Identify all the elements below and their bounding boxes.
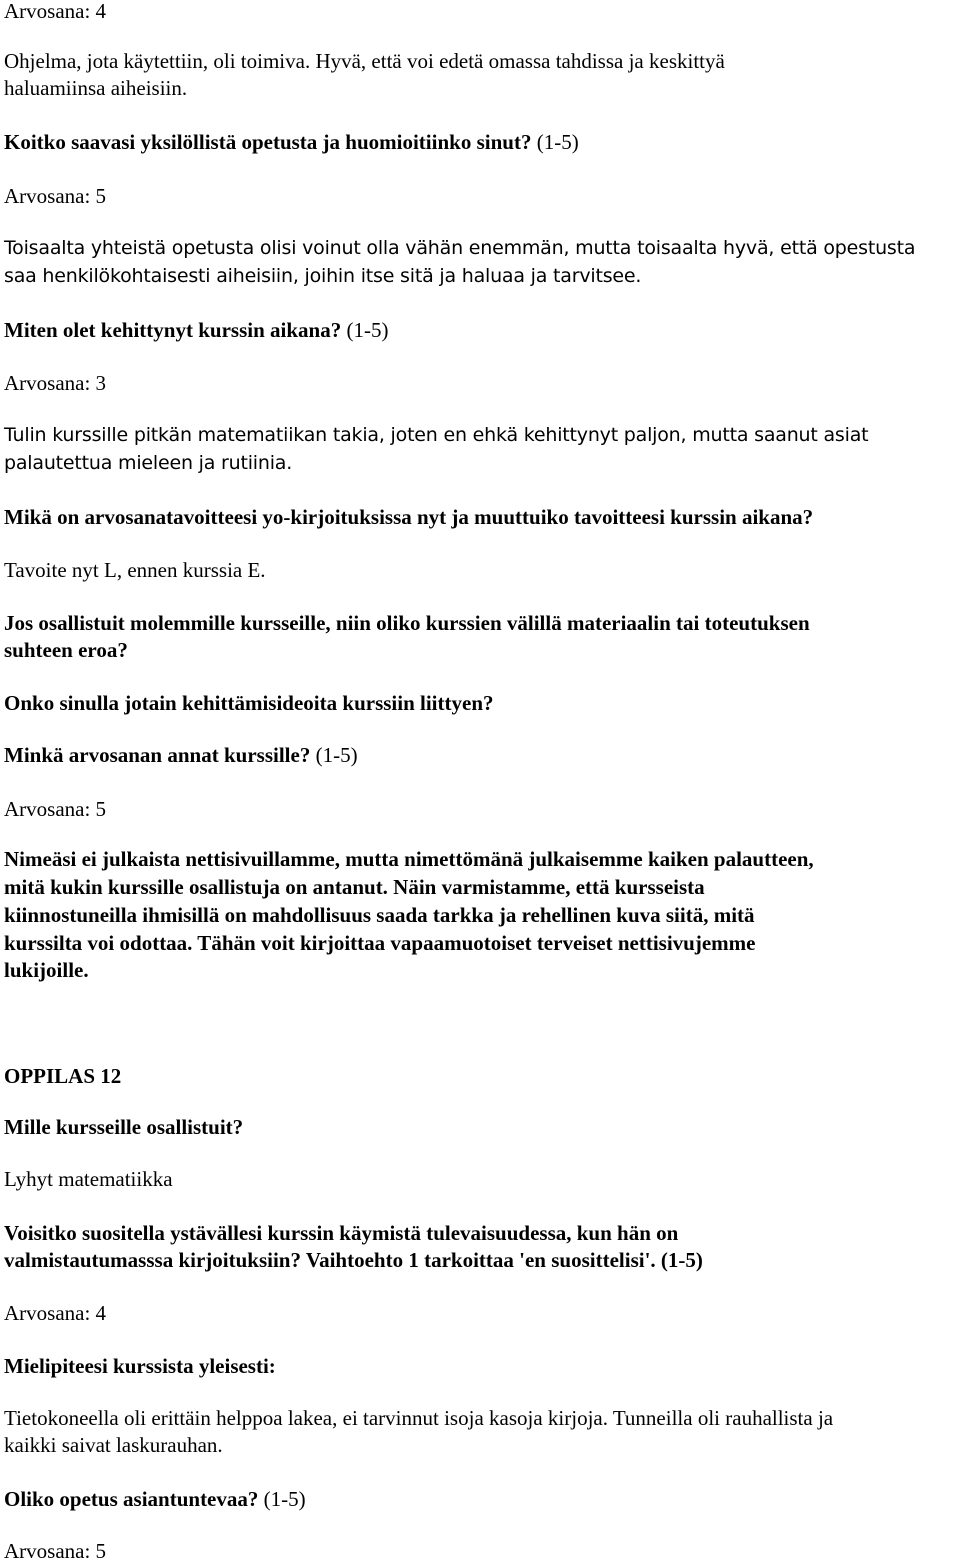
- answer-text-line: Tietokoneella oli erittäin helppoa lakea, ei tarvinnut isoja kasoja kirjoja. Tunneilla oli rauhallista ja: [4, 1406, 834, 1430]
- answer-text-line: saa henkilökohtaisesti aiheisiin, joihin itse sitä ja haluaa ja tarvitsee.: [4, 265, 642, 287]
- student-heading: OPPILAS 12: [4, 1064, 122, 1088]
- question-text: Koitko saavasi yksilöllistä opetusta ja huomioitiinko sinut?: [4, 130, 532, 154]
- question-text: Miten olet kehittynyt kurssin aikana?: [4, 318, 342, 342]
- closing-text-line: lukijoille.: [4, 958, 89, 982]
- scale-text: (1-5): [536, 130, 579, 154]
- question-heading: Onko sinulla jotain kehittämisideoita kurssiin liittyen?: [4, 691, 494, 715]
- grade-text: Arvosana: 4: [4, 0, 107, 23]
- closing-text-line: kiinnostuneilla ihmisillä on mahdollisuus saada tarkka ja rehellinen kuva siitä, mitä: [4, 903, 755, 927]
- question-heading: Jos osallistuit molemmille kursseille, niin oliko kurssien välillä materiaalin tai toteutuksen: [4, 611, 810, 635]
- answer-text-line: kaikki saivat laskurauhan.: [4, 1433, 223, 1457]
- grade-text: Arvosana: 3: [4, 371, 107, 395]
- grade-text: Arvosana: 5: [4, 184, 107, 208]
- closing-text-line: mitä kukin kurssille osallistuja on antanut. Näin varmistamme, että kursseista: [4, 875, 705, 899]
- question-text: Oliko opetus asiantuntevaa?: [4, 1487, 259, 1511]
- question-heading: [4, 1485, 960, 1513]
- answer-text-line: Toisaalta yhteistä opetusta olisi voinut olla vähän enemmän, mutta toisaalta hyvä, että opestusta: [4, 237, 916, 259]
- closing-text-line: kurssilta voi odottaa. Tähän voit kirjoittaa vapaamuotoiset terveiset nettisivujemme: [4, 931, 756, 955]
- question-heading: Mikä on arvosanatavoitteesi yo-kirjoituksissa nyt ja muuttuiko tavoitteesi kurssin aikana?: [4, 505, 814, 529]
- answer-text-line: palautettua mieleen ja rutiinia.: [4, 452, 293, 474]
- scale-text: (1-5): [315, 743, 358, 767]
- answer-text: Tavoite nyt L, ennen kurssia E.: [4, 558, 266, 582]
- question-heading: [4, 316, 960, 344]
- answer-text-line: Tulin kurssille pitkän matematiikan takia, joten en ehkä kehittynyt paljon, mutta saanut asiat: [4, 424, 869, 446]
- question-heading: Mille kursseille osallistuit?: [4, 1115, 244, 1139]
- answer-text: Lyhyt matematiikka: [4, 1167, 173, 1191]
- answer-text-line: Ohjelma, jota käytettiin, oli toimiva. Hyvä, että voi edetä omassa tahdissa ja keskittyä: [4, 49, 725, 73]
- question-heading: Mielipiteesi kurssista yleisesti:: [4, 1354, 276, 1378]
- scale-text: (1-5): [346, 318, 389, 342]
- question-text: Minkä arvosanan annat kurssille?: [4, 743, 311, 767]
- answer-text-line: haluamiinsa aiheisiin.: [4, 76, 188, 100]
- question-heading: Voisitko suositella ystävällesi kurssin käymistä tulevaisuudessa, kun hän on: [4, 1221, 679, 1245]
- question-heading: [4, 128, 960, 156]
- grade-text: Arvosana: 5: [4, 1539, 107, 1563]
- closing-text-line: Nimeäsi ei julkaista nettisivuillamme, mutta nimettömänä julkaisemme kaiken palautteen,: [4, 847, 814, 871]
- question-heading: suhteen eroa?: [4, 638, 128, 662]
- question-heading: [4, 741, 960, 769]
- grade-text: Arvosana: 4: [4, 1301, 107, 1325]
- scale-text: (1-5): [263, 1487, 306, 1511]
- grade-text: Arvosana: 5: [4, 797, 107, 821]
- question-heading: valmistautumasssa kirjoituksiin? Vaihtoehto 1 tarkoittaa 'en suosittelisi'. (1-5): [4, 1248, 703, 1272]
